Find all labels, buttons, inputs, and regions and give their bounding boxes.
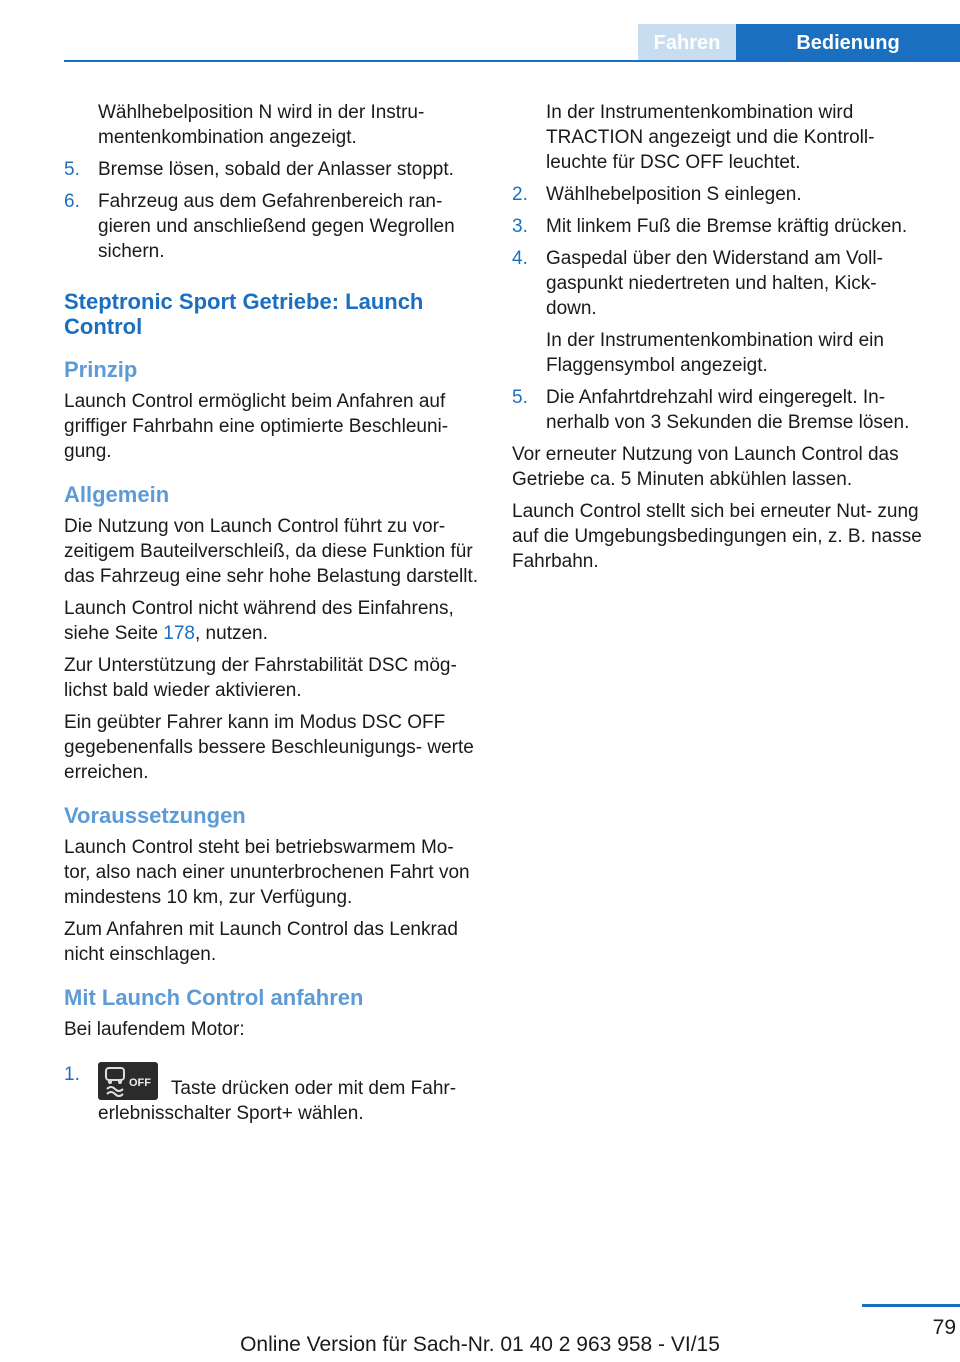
paragraph: Zur Unterstützung der Fahrstabilität DSC mög‐ lichst bald wieder aktivieren. — [64, 655, 457, 701]
online-version-footer: Online Version für Sach-Nr. 01 40 2 963 958 - VI/15 — [240, 1333, 720, 1356]
list-text-body: Taste drücken oder mit dem Fahr‐ erlebnisschalter Sport+ wählen. — [98, 1078, 457, 1124]
dsc-off-icon — [98, 1062, 158, 1100]
header-rule — [64, 60, 960, 62]
heading-prinzip: Prinzip — [64, 357, 138, 382]
paragraph: Zum Anfahren mit Launch Control das Lenkrad nicht einschlagen. — [64, 919, 458, 965]
list-text: Wählhebelposition S einlegen. — [546, 184, 802, 205]
list-number: 6. — [64, 191, 80, 212]
page-number: 79 — [932, 1316, 956, 1339]
text-span: , nutzen. — [195, 623, 268, 644]
footer-rule — [862, 1304, 960, 1307]
list-text: Fahrzeug aus dem Gefahrenbereich ran‐ gieren und anschließend gegen Wegrollen sichern. — [98, 191, 455, 262]
tab-fahren[interactable]: Fahren — [638, 24, 736, 62]
continuation-text: Wählhebelposition N wird in der Instru‐ mentenkombination angezeigt. — [98, 102, 425, 148]
list-text: Bremse lösen, sobald der Anlasser stoppt. — [98, 159, 454, 180]
section-title: Steptronic Sport Getriebe: Launch Control — [64, 289, 424, 339]
list-item — [64, 189, 480, 264]
tab-bedienung[interactable]: Bedienung — [736, 24, 960, 62]
list-text: Gaspedal über den Widerstand am Voll‐ gaspunkt niedertreten und halten, Kick‐ down. — [546, 248, 883, 319]
list-text — [98, 1062, 480, 1126]
paragraph: Bei laufendem Motor: — [64, 1019, 245, 1040]
paragraph: Launch Control steht bei betriebswarmem Mo‐ tor, also nach einer ununterbrochenen Fahrt von mindestens 10 km, zur Verfügung. — [64, 837, 470, 908]
continuation-text: In der Instrumentenkombination wird ein Flaggensymbol angezeigt. — [546, 330, 884, 376]
list-text: Mit linkem Fuß die Bremse kräftig drücken. — [546, 216, 908, 237]
paragraph: Vor erneuter Nutzung von Launch Control das Getriebe ca. 5 Minuten abkühlen lassen. — [512, 444, 899, 490]
list-item — [64, 157, 480, 182]
right-column — [512, 100, 932, 581]
list-text: Die Anfahrtdrehzahl wird eingeregelt. In‐ nerhalb von 3 Sekunden die Bremse lösen. — [546, 387, 910, 433]
left-column — [64, 100, 480, 1133]
list-item — [512, 214, 932, 239]
list-item — [512, 246, 932, 321]
paragraph: Launch Control ermöglicht beim Anfahren auf griffiger Fahrbahn eine optimierte Beschleuni‐ gung. — [64, 391, 449, 462]
text-span: Launch Control nicht während des Einfahrens, siehe Seite — [64, 598, 454, 644]
heading-voraussetzungen: Voraussetzungen — [64, 803, 246, 828]
list-number: 4. — [512, 248, 528, 269]
list-number: 1. — [64, 1064, 80, 1085]
continuation-text: In der Instrumentenkombination wird TRACTION angezeigt und die Kontroll‐ leuchte für DSC OFF leuchtet. — [546, 102, 875, 173]
paragraph — [64, 596, 480, 646]
heading-allgemein: Allgemein — [64, 482, 170, 507]
list-item — [512, 385, 932, 435]
dsc-icon-label: OFF — [129, 1077, 151, 1089]
list-item — [64, 1062, 480, 1126]
list-item — [512, 182, 932, 207]
list-number: 5. — [64, 159, 80, 180]
list-number: 5. — [512, 387, 528, 408]
paragraph: Launch Control stellt sich bei erneuter Nut‐ zung auf die Umgebungsbedingungen ein, z. B. nasse Fahrbahn. — [512, 501, 922, 572]
paragraph: Ein geübter Fahrer kann im Modus DSC OFF gegebenenfalls bessere Beschleunigungs‐ werte erreichen. — [64, 712, 474, 783]
list-number: 2. — [512, 184, 528, 205]
page-link[interactable]: 178 — [163, 623, 195, 644]
paragraph: Die Nutzung von Launch Control führt zu vor‐ zeitigem Bauteilverschleiß, da diese Funktion für das Fahrzeug eine sehr hohe Belastung darstellt. — [64, 516, 479, 587]
list-number: 3. — [512, 216, 528, 237]
heading-anfahren: Mit Launch Control anfahren — [64, 985, 364, 1010]
